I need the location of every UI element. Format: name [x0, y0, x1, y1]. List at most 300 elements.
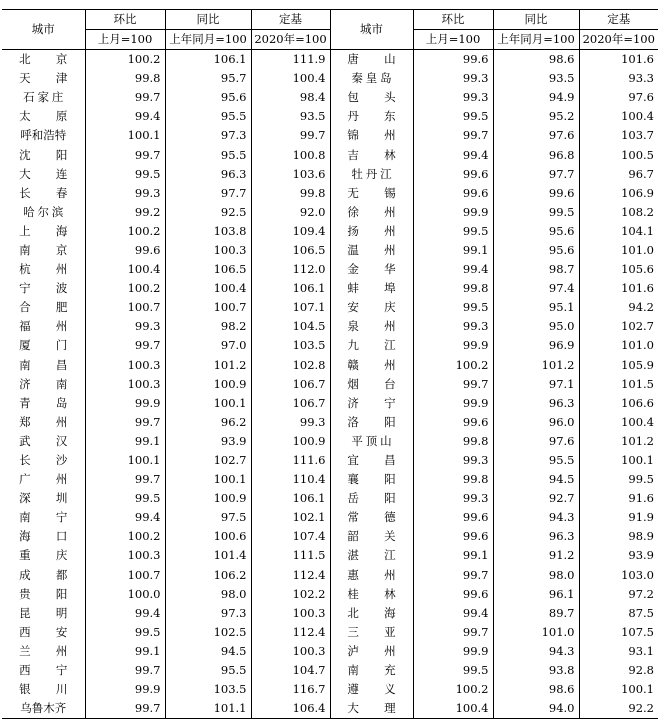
- mom-value-left: 99.4: [85, 604, 165, 623]
- city-label: 长春: [19, 185, 93, 200]
- city-label: 三亚: [347, 624, 421, 639]
- base-value-left: 106.4: [251, 699, 330, 719]
- city-label: 西安: [19, 624, 93, 639]
- yoy-value-left: 106.2: [165, 566, 251, 585]
- table-row: [2, 184, 658, 203]
- base-value-left: 107.1: [251, 298, 330, 317]
- base-value-right: 101.0: [579, 241, 658, 260]
- yoy-value-right: 101.0: [493, 623, 579, 642]
- base-value-left: 106.7: [251, 394, 330, 413]
- city-name-left: [2, 546, 93, 565]
- base-value-left: 99.3: [251, 413, 330, 432]
- city-name-right: [330, 527, 421, 546]
- header-mom-left: 环比: [85, 10, 165, 30]
- mom-value-left: 100.7: [85, 298, 165, 317]
- table-row: [2, 489, 658, 508]
- base-value-right: 91.9: [579, 508, 658, 527]
- mom-value-right: 99.5: [413, 222, 493, 241]
- yoy-value-right: 89.7: [493, 604, 579, 623]
- mom-value-right: 99.6: [413, 527, 493, 546]
- mom-value-right: 99.5: [413, 298, 493, 317]
- city-label: 西宁: [19, 663, 93, 678]
- base-value-right: 93.3: [579, 69, 658, 88]
- table-row: [2, 585, 658, 604]
- city-name-right: [330, 241, 421, 260]
- city-label: 韶关: [347, 529, 421, 544]
- city-label: 重庆: [19, 548, 93, 563]
- table-row: [2, 317, 658, 336]
- city-name-left: [2, 336, 93, 355]
- base-value-left: 99.7: [251, 126, 330, 145]
- table-row: [2, 165, 658, 184]
- yoy-value-right: 96.3: [493, 394, 579, 413]
- mom-value-left: 100.1: [85, 126, 165, 145]
- mom-value-right: 99.1: [413, 241, 493, 260]
- yoy-value-left: 94.5: [165, 642, 251, 661]
- city-label: 泸州: [347, 643, 421, 658]
- city-label: 蚌埠: [347, 281, 421, 296]
- city-label: 无锡: [347, 185, 421, 200]
- city-label: 杭州: [19, 262, 93, 277]
- mom-value-left: 99.3: [85, 184, 165, 203]
- yoy-value-right: 99.5: [493, 203, 579, 222]
- base-value-left: 102.2: [251, 585, 330, 604]
- base-value-left: 93.5: [251, 107, 330, 126]
- city-label: 秦皇岛: [351, 71, 395, 86]
- table-row: [2, 699, 658, 719]
- yoy-value-right: 93.5: [493, 69, 579, 88]
- city-label: 银川: [19, 682, 93, 697]
- yoy-value-right: 97.7: [493, 165, 579, 184]
- mom-value-left: 99.9: [85, 680, 165, 699]
- city-label: 桂林: [347, 586, 421, 601]
- header-city-left: 城市: [2, 10, 85, 50]
- table-row: [2, 260, 658, 279]
- yoy-value-left: 93.9: [165, 432, 251, 451]
- city-name-right: [330, 432, 413, 451]
- yoy-value-left: 95.6: [165, 88, 251, 107]
- city-label: 武汉: [19, 433, 93, 448]
- city-label: 福州: [19, 319, 93, 334]
- mom-value-left: 99.7: [85, 661, 165, 680]
- city-name-left: [2, 451, 93, 470]
- yoy-value-right: 93.8: [493, 661, 579, 680]
- mom-value-right: 99.8: [413, 432, 493, 451]
- mom-value-right: 99.3: [413, 451, 493, 470]
- mom-value-right: 100.2: [413, 680, 493, 699]
- mom-value-right: 99.9: [413, 203, 493, 222]
- city-label: 成都: [19, 567, 93, 582]
- yoy-value-right: 94.5: [493, 470, 579, 489]
- table-row: [2, 279, 658, 298]
- table-row: [2, 604, 658, 623]
- city-label: 吉林: [347, 147, 421, 162]
- yoy-value-left: 100.6: [165, 527, 251, 546]
- yoy-value-left: 95.5: [165, 107, 251, 126]
- city-name-left: [2, 375, 93, 394]
- base-value-right: 100.4: [579, 107, 658, 126]
- yoy-value-left: 96.2: [165, 413, 251, 432]
- mom-value-right: 99.5: [413, 661, 493, 680]
- city-label: 天津: [19, 71, 93, 86]
- table-row: [2, 451, 658, 470]
- mom-value-left: 99.7: [85, 470, 165, 489]
- price-index-table: [2, 9, 658, 719]
- mom-value-right: 99.6: [413, 508, 493, 527]
- city-label: 遵义: [347, 682, 421, 697]
- yoy-value-left: 101.4: [165, 546, 251, 565]
- table-row: [2, 298, 658, 317]
- mom-value-left: 100.3: [85, 356, 165, 375]
- city-name-right: [330, 546, 421, 565]
- mom-value-left: 100.0: [85, 585, 165, 604]
- yoy-value-right: 94.9: [493, 88, 579, 107]
- city-name-left: [2, 222, 93, 241]
- city-label: 兰州: [19, 643, 93, 658]
- city-name-right: [330, 50, 421, 70]
- base-value-right: 94.2: [579, 298, 658, 317]
- city-label: 宁波: [19, 281, 93, 296]
- city-name-left: [2, 260, 93, 279]
- city-label: 丹东: [347, 109, 421, 124]
- city-name-left: [2, 680, 93, 699]
- base-value-left: 112.0: [251, 260, 330, 279]
- city-name-right: [330, 604, 421, 623]
- yoy-value-right: 96.8: [493, 145, 579, 164]
- mom-value-left: 99.7: [85, 145, 165, 164]
- mom-value-left: 100.2: [85, 527, 165, 546]
- city-label: 包头: [347, 90, 421, 105]
- city-name-right: [330, 69, 413, 88]
- table-row: [2, 470, 658, 489]
- mom-value-left: 99.5: [85, 489, 165, 508]
- table-row: [2, 642, 658, 661]
- table-row: [2, 203, 658, 222]
- yoy-value-left: 103.5: [165, 680, 251, 699]
- city-label: 济南: [19, 376, 93, 391]
- mom-value-right: 99.7: [413, 126, 493, 145]
- city-label: 昆明: [19, 605, 93, 620]
- yoy-value-left: 102.5: [165, 623, 251, 642]
- city-label: 九江: [347, 338, 421, 353]
- mom-value-left: 99.1: [85, 432, 165, 451]
- city-name-right: [330, 317, 421, 336]
- city-name-right: [330, 470, 421, 489]
- mom-value-left: 99.2: [85, 203, 165, 222]
- mom-value-left: 99.8: [85, 69, 165, 88]
- city-name-right: [330, 222, 421, 241]
- yoy-value-left: 97.7: [165, 184, 251, 203]
- city-label: 平顶山: [351, 433, 395, 448]
- table-row: [2, 69, 658, 88]
- base-value-left: 100.9: [251, 432, 330, 451]
- yoy-value-right: 98.0: [493, 566, 579, 585]
- yoy-value-right: 98.6: [493, 50, 579, 70]
- mom-value-right: 99.4: [413, 260, 493, 279]
- mom-value-right: 99.9: [413, 336, 493, 355]
- base-value-left: 100.3: [251, 642, 330, 661]
- base-value-left: 104.5: [251, 317, 330, 336]
- base-value-right: 100.5: [579, 145, 658, 164]
- base-value-left: 100.3: [251, 604, 330, 623]
- city-name-left: [2, 145, 93, 164]
- base-value-left: 104.7: [251, 661, 330, 680]
- yoy-value-left: 97.3: [165, 604, 251, 623]
- city-name-right: [330, 661, 421, 680]
- mom-value-right: 99.3: [413, 88, 493, 107]
- base-value-left: 111.9: [251, 50, 330, 70]
- table-row: [2, 661, 658, 680]
- city-label: 济宁: [347, 395, 421, 410]
- base-value-left: 92.0: [251, 203, 330, 222]
- mom-value-right: 99.7: [413, 375, 493, 394]
- city-name-left: [2, 585, 93, 604]
- mom-value-left: 99.4: [85, 107, 165, 126]
- city-label: 锦州: [347, 128, 421, 143]
- base-value-left: 102.1: [251, 508, 330, 527]
- city-name-left: [2, 279, 93, 298]
- base-value-left: 111.6: [251, 451, 330, 470]
- mom-value-left: 100.1: [85, 451, 165, 470]
- yoy-value-right: 101.2: [493, 356, 579, 375]
- city-label: 金华: [347, 262, 421, 277]
- header-mom-sub-left: 上月=100: [85, 30, 165, 50]
- city-label: 宜昌: [347, 453, 421, 468]
- mom-value-right: 99.6: [413, 184, 493, 203]
- header-base-sub-left: 2020年=100: [251, 30, 330, 50]
- base-value-right: 92.8: [579, 661, 658, 680]
- table-row: [2, 566, 658, 585]
- header-mom-sub-right: 上月=100: [413, 30, 493, 50]
- city-name-right: [330, 107, 421, 126]
- mom-value-left: 100.3: [85, 375, 165, 394]
- city-label: 大连: [19, 166, 93, 181]
- city-name-left: [2, 508, 93, 527]
- yoy-value-left: 97.0: [165, 336, 251, 355]
- mom-value-left: 99.7: [85, 699, 165, 719]
- base-value-right: 93.1: [579, 642, 658, 661]
- city-name-right: [330, 88, 421, 107]
- base-value-left: 112.4: [251, 623, 330, 642]
- city-name-left: [2, 604, 93, 623]
- header-base-sub-right: 2020年=100: [579, 30, 658, 50]
- table-row: [2, 356, 658, 375]
- city-name-left: [2, 184, 93, 203]
- city-name-left: [2, 165, 93, 184]
- base-value-right: 106.6: [579, 394, 658, 413]
- city-label: 上海: [19, 223, 93, 238]
- city-label: 合肥: [19, 300, 93, 315]
- yoy-value-left: 100.1: [165, 470, 251, 489]
- mom-value-left: 99.5: [85, 165, 165, 184]
- yoy-value-left: 106.5: [165, 260, 251, 279]
- base-value-right: 101.2: [579, 432, 658, 451]
- base-value-right: 100.1: [579, 451, 658, 470]
- city-name-left: [2, 298, 93, 317]
- mom-value-right: 99.3: [413, 317, 493, 336]
- header-yoy-sub-right: 上年同月=100: [493, 30, 579, 50]
- base-value-right: 87.5: [579, 604, 658, 623]
- city-name-right: [330, 145, 421, 164]
- mom-value-left: 100.4: [85, 260, 165, 279]
- mom-value-left: 100.3: [85, 546, 165, 565]
- city-name-right: [330, 394, 421, 413]
- city-label: 惠州: [347, 567, 421, 582]
- mom-value-right: 99.7: [413, 566, 493, 585]
- yoy-value-left: 100.9: [165, 375, 251, 394]
- yoy-value-left: 100.4: [165, 279, 251, 298]
- mom-value-right: 99.4: [413, 604, 493, 623]
- mom-value-right: 99.9: [413, 394, 493, 413]
- base-value-right: 92.2: [579, 699, 658, 719]
- city-name-right: [330, 413, 421, 432]
- city-name-left: [2, 661, 93, 680]
- base-value-right: 108.2: [579, 203, 658, 222]
- city-label: 广州: [19, 472, 93, 487]
- base-value-left: 102.8: [251, 356, 330, 375]
- city-name-left: [2, 566, 93, 585]
- city-label: 徐州: [347, 204, 421, 219]
- city-label: 海口: [19, 529, 93, 544]
- mom-value-left: 99.7: [85, 336, 165, 355]
- city-name-right: [330, 585, 421, 604]
- city-label: 北海: [347, 605, 421, 620]
- yoy-value-left: 103.8: [165, 222, 251, 241]
- table-row: [2, 508, 658, 527]
- city-label: 烟台: [347, 376, 421, 391]
- city-label: 呼和浩特: [20, 128, 67, 143]
- mom-value-right: 99.5: [413, 107, 493, 126]
- mom-value-right: 99.4: [413, 145, 493, 164]
- mom-value-left: 99.4: [85, 508, 165, 527]
- city-name-right: [330, 279, 421, 298]
- yoy-value-left: 92.5: [165, 203, 251, 222]
- mom-value-left: 100.2: [85, 50, 165, 70]
- table-header: [2, 10, 658, 50]
- city-name-left: [2, 623, 93, 642]
- city-label: 泉州: [347, 319, 421, 334]
- mom-value-right: 99.6: [413, 50, 493, 70]
- mom-value-left: 100.2: [85, 279, 165, 298]
- base-value-right: 100.1: [579, 680, 658, 699]
- header-yoy-sub-left: 上年同月=100: [165, 30, 251, 50]
- base-value-right: 103.0: [579, 566, 658, 585]
- city-label: 扬州: [347, 223, 421, 238]
- city-name-left: [2, 699, 85, 719]
- price-index-table-container: [2, 9, 658, 719]
- yoy-value-right: 98.7: [493, 260, 579, 279]
- mom-value-left: 99.7: [85, 413, 165, 432]
- city-name-right: [330, 489, 421, 508]
- city-name-right: [330, 623, 421, 642]
- yoy-value-left: 100.3: [165, 241, 251, 260]
- yoy-value-right: 95.6: [493, 222, 579, 241]
- city-label: 常德: [347, 510, 421, 525]
- base-value-right: 101.6: [579, 279, 658, 298]
- city-label: 长沙: [19, 453, 93, 468]
- city-label: 大理: [347, 701, 421, 716]
- city-label: 南宁: [19, 510, 93, 525]
- city-name-left: [2, 394, 93, 413]
- table-row: [2, 126, 658, 145]
- yoy-value-right: 99.6: [493, 184, 579, 203]
- yoy-value-left: 100.1: [165, 394, 251, 413]
- city-label: 乌鲁木齐: [20, 701, 67, 716]
- yoy-value-right: 98.6: [493, 680, 579, 699]
- city-label: 南京: [19, 242, 93, 257]
- yoy-value-left: 97.3: [165, 126, 251, 145]
- yoy-value-right: 94.3: [493, 508, 579, 527]
- base-value-left: 100.4: [251, 69, 330, 88]
- city-label: 南充: [347, 663, 421, 678]
- city-label: 安庆: [347, 300, 421, 315]
- yoy-value-right: 97.6: [493, 126, 579, 145]
- base-value-left: 99.8: [251, 184, 330, 203]
- mom-value-right: 99.6: [413, 585, 493, 604]
- base-value-left: 107.4: [251, 527, 330, 546]
- city-name-left: [2, 107, 93, 126]
- yoy-value-right: 96.9: [493, 336, 579, 355]
- mom-value-right: 99.8: [413, 279, 493, 298]
- base-value-left: 100.8: [251, 145, 330, 164]
- yoy-value-left: 98.2: [165, 317, 251, 336]
- city-name-right: [330, 356, 421, 375]
- yoy-value-right: 95.6: [493, 241, 579, 260]
- table-row: [2, 546, 658, 565]
- mom-value-right: 99.7: [413, 623, 493, 642]
- yoy-value-right: 95.5: [493, 451, 579, 470]
- base-value-right: 100.4: [579, 413, 658, 432]
- city-name-right: [330, 336, 421, 355]
- yoy-value-left: 100.9: [165, 489, 251, 508]
- city-label: 岳阳: [347, 491, 421, 506]
- city-label: 青岛: [19, 395, 93, 410]
- base-value-left: 106.7: [251, 375, 330, 394]
- yoy-value-right: 95.0: [493, 317, 579, 336]
- yoy-value-left: 95.5: [165, 661, 251, 680]
- mom-value-right: 100.2: [413, 356, 493, 375]
- base-value-left: 116.7: [251, 680, 330, 699]
- city-name-left: [2, 470, 93, 489]
- yoy-value-right: 97.6: [493, 432, 579, 451]
- city-label: 襄阳: [347, 472, 421, 487]
- yoy-value-left: 101.2: [165, 356, 251, 375]
- yoy-value-left: 106.1: [165, 50, 251, 70]
- table-row: [2, 107, 658, 126]
- table-row: [2, 241, 658, 260]
- mom-value-left: 99.7: [85, 88, 165, 107]
- yoy-value-left: 98.0: [165, 585, 251, 604]
- city-name-right: [330, 184, 421, 203]
- mom-value-left: 99.5: [85, 623, 165, 642]
- mom-value-right: 100.4: [413, 699, 493, 719]
- base-value-right: 106.9: [579, 184, 658, 203]
- base-value-left: 106.5: [251, 241, 330, 260]
- yoy-value-right: 97.1: [493, 375, 579, 394]
- city-label: 太原: [19, 109, 93, 124]
- base-value-left: 111.5: [251, 546, 330, 565]
- city-label: 沈阳: [19, 147, 93, 162]
- base-value-right: 105.9: [579, 356, 658, 375]
- base-value-left: 103.5: [251, 336, 330, 355]
- base-value-right: 98.9: [579, 527, 658, 546]
- city-name-right: [330, 260, 421, 279]
- table-row: [2, 336, 658, 355]
- city-name-right: [330, 298, 421, 317]
- city-name-left: [2, 126, 85, 145]
- yoy-value-right: 94.3: [493, 642, 579, 661]
- mom-value-left: 99.1: [85, 642, 165, 661]
